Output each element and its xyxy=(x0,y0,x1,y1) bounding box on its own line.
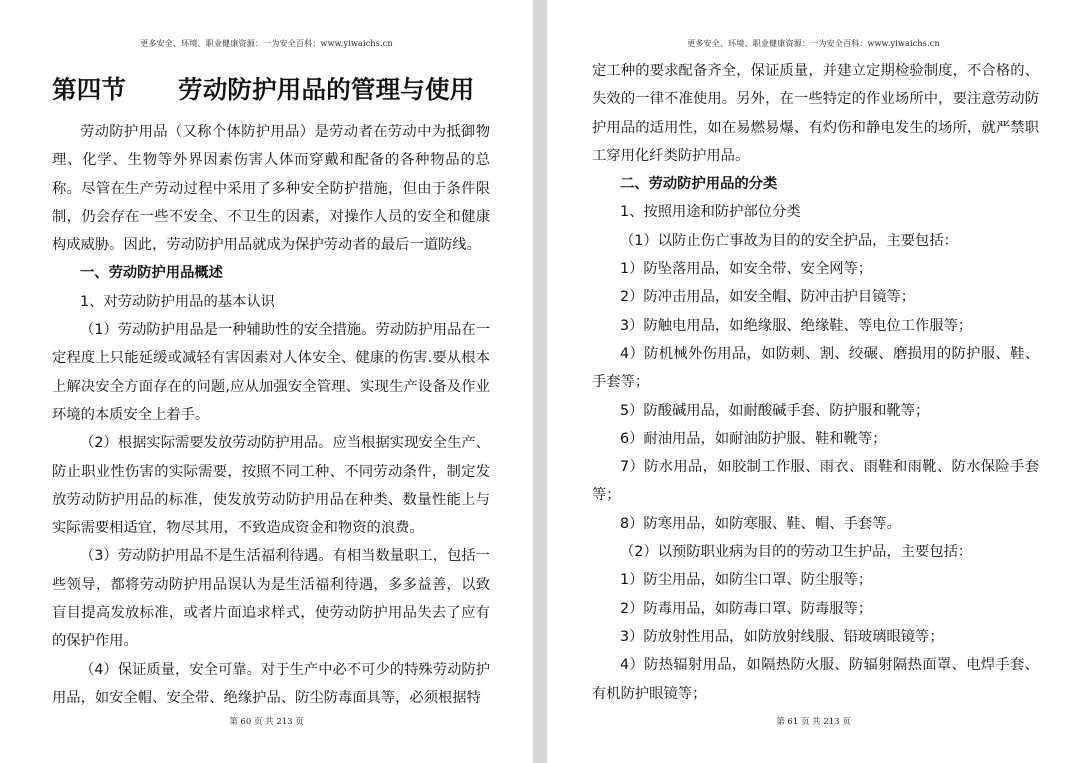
continued-paragraph: 定工种的要求配备齐全，保证质量，并建立定期检验制度，不合格的、失效的一律不准使用。另外，在一些特定的作业场所中，要注意劳动防护用品的适用性，如在易燃易爆、有灼伤和静电发生的场所，就严禁职工穿用化纤类防护用品。 xyxy=(592,63,1039,164)
section-heading: 劳动防护用品的管理与使用 xyxy=(178,74,475,104)
right-page-body xyxy=(592,57,1039,708)
paragraph-item-2: （2）根据实际需要发放劳动防护用品。应当根据实现安全生产、防止职业性伤害的实际需要，按照不同工种、不同劳动条件，制定发放劳动防护用品的标准，使发放劳动防护用品在种类、数量性能上与实际需要相适宜，物尽其用，不致造成资金和物资的浪费。 xyxy=(52,435,490,537)
list-intro-health: （2）以预防职业病为目的的劳动卫生护品，主要包括： xyxy=(620,544,973,561)
page-footer: 第 61 页 共 213 页 xyxy=(776,717,851,727)
list-item: 3）防触电用品，如绝缘服、绝缘鞋、等电位工作服等； xyxy=(620,317,973,334)
left-page-body xyxy=(52,64,490,712)
list-item: 8）防寒用品，如防寒服、鞋、帽、手套等。 xyxy=(620,515,901,532)
list-item: 4）防热辐射用品，如隔热防火服、防辐射隔热面罩、电焊手套、有机防护眼镜等； xyxy=(592,657,1039,702)
list-item: 3）防放射性用品，如防放射线服、铅玻璃眼镜等； xyxy=(620,628,944,645)
list-item: 5）防酸碱用品，如耐酸碱手套、防护服和靴等； xyxy=(620,402,930,419)
list-intro-safety: （1）以防止伤亡事故为目的的安全护品，主要包括： xyxy=(620,232,958,249)
list-item: 1）防尘用品，如防尘口罩、防尘服等； xyxy=(620,572,873,589)
paragraph-item-4: （4）保证质量，安全可靠。对于生产中必不可少的特殊劳动防护用品，如安全帽、安全带、绝缘护品、防尘防毒面具等，必须根据特 xyxy=(52,661,490,706)
paragraph-item-1: （1）劳动防护用品是一种辅助性的安全措施。劳动防护用品在一定程度上只能延缓或减轻有害因素对人体安全、健康的伤害.要从根本上解决安全方面存在的问题,应从加强安全管理、实现生产设备及作业环境的本质安全上着手。 xyxy=(52,322,490,423)
page-header: 更多安全、环境、职业健康资源：一为安全百科：www.yiwaichs.cn xyxy=(140,39,393,48)
list-item: 1）防坠落用品，如安全带、安全网等； xyxy=(620,261,873,278)
subheading-basic-understanding: 1、对劳动防护用品的基本认识 xyxy=(80,293,275,310)
section-number: 第四节 xyxy=(52,74,127,104)
page-footer: 第 60 页 共 213 页 xyxy=(229,717,304,727)
right-page xyxy=(547,0,1080,763)
list-item: 4）防机械外伤用品，如防刺、割、绞碾、磨损用的防护服、鞋、手套等； xyxy=(592,345,1039,391)
left-page xyxy=(0,0,533,763)
list-item: 2）防毒用品，如防毒口罩、防毒服等； xyxy=(620,600,873,617)
list-item: 2）防冲击用品，如安全帽、防冲击护目镜等； xyxy=(620,289,916,306)
page-header: 更多安全、环境、职业健康资源：一为安全百科：www.yiwaichs.cn xyxy=(687,39,940,48)
subheading-by-use: 1、按照用途和防护部位分类 xyxy=(620,204,801,221)
intro-paragraph: 劳动防护用品（又称个体防护用品）是劳动者在劳动中为抵御物理、化学、生物等外界因素伤害人体而穿戴和配备的各种物品的总称。尽管在生产劳动过程中采用了多种安全防护措施，但由于条件限制，仍会存在一些不安全、不卫生的因素，对操作人员的安全和健康构成威胁。因此，劳动防护用品就成为保护劳动者的最后一道防线。 xyxy=(52,124,490,254)
paragraph-item-3: （3）劳动防护用品不是生活福利待遇。有相当数量职工，包括一些领导，都将劳动防护用品误认为是生活福利待遇，多多益善，以致盲目提高发放标准，或者片面追求样式，使劳动防护用品失去了应有的保护作用。 xyxy=(52,548,490,650)
section-title xyxy=(52,64,490,112)
heading-overview: 一、劳动防护用品概述 xyxy=(80,265,223,282)
list-item: 7）防水用品，如胶制工作服、雨衣、雨鞋和雨靴、防水保险手套等； xyxy=(592,459,1039,504)
list-item: 6）耐油用品，如耐油防护服、鞋和靴等； xyxy=(620,430,887,447)
heading-classification: 二、劳动防护用品的分类 xyxy=(620,176,778,193)
